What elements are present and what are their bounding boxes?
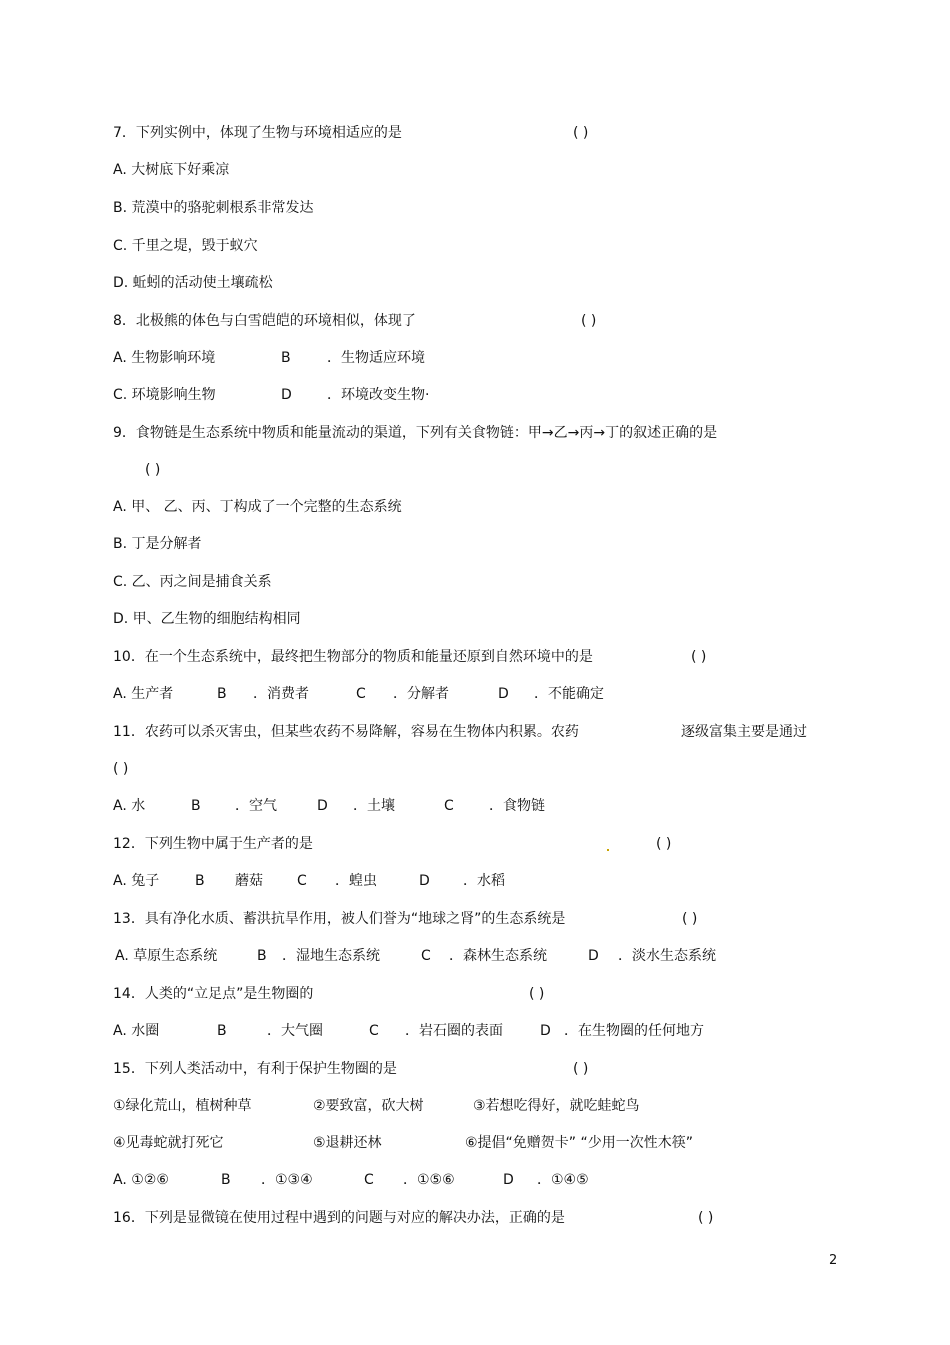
question-14-answer-paren: ( )	[529, 986, 545, 1002]
question-15-option-d-letter: D	[503, 1172, 514, 1188]
question-9-option-c: C. 乙、丙之间是捕食关系	[113, 574, 272, 590]
question-15-option-c-letter: C	[364, 1172, 374, 1188]
question-15-item-4: ④见毒蛇就打死它	[113, 1135, 224, 1151]
question-15-item-1: ①绿化荒山，植树种草	[113, 1098, 252, 1114]
question-11-option-d: ．食物链	[489, 798, 545, 814]
question-13-option-c-letter: C	[421, 948, 431, 964]
question-7-option-d: D. 蚯蚓的活动使土壤疏松	[113, 275, 273, 291]
question-15-item-5: ⑤退耕还林	[313, 1135, 382, 1151]
question-13-option-d-letter: D	[588, 948, 599, 964]
question-8-option-a: A. 生物影响环境	[113, 350, 216, 366]
question-7-stem: 7．下列实例中，体现了生物与环境相适应的是	[113, 125, 402, 141]
question-11-option-b-letter: B	[191, 798, 201, 814]
question-8-stem: 8．北极熊的体色与白雪皑皑的环境相似，体现了	[113, 313, 416, 329]
question-11-stem-continued: 逐级富集主要是通过	[681, 724, 807, 740]
question-13-option-a: A. 草原生态系统	[115, 948, 218, 964]
question-12-option-c-letter: C	[297, 873, 307, 889]
question-12-option-b: 蘑菇	[235, 873, 263, 889]
question-7-option-b: B. 荒漠中的骆驼刺根系非常发达	[113, 200, 314, 216]
question-15-item-2: ②要致富，砍大树	[313, 1098, 424, 1114]
question-8-option-d: ．环境改变生物·	[327, 387, 430, 403]
stray-mark	[607, 849, 609, 851]
question-14-option-c: ．岩石圈的表面	[405, 1023, 503, 1039]
question-11-option-c-letter: D	[317, 798, 328, 814]
question-14-option-a: A. 水圈	[113, 1023, 160, 1039]
question-10-option-b: ．消费者	[253, 686, 309, 702]
question-11-option-d-letter: C	[444, 798, 454, 814]
question-10-option-b-letter: B	[217, 686, 227, 702]
question-10-option-a: A. 生产者	[113, 686, 174, 702]
question-12-option-a: A. 兔子	[113, 873, 160, 889]
question-15-item-3: ③若想吃得好，就吃蛙蛇鸟	[473, 1098, 640, 1114]
question-15-answer-paren: ( )	[573, 1061, 589, 1077]
question-12-stem: 12．下列生物中属于生产者的是	[113, 836, 313, 852]
question-11-option-b: ．空气	[235, 798, 277, 814]
page-number: 2	[829, 1253, 838, 1268]
question-13-answer-paren: ( )	[682, 911, 698, 927]
question-13-option-d: ．淡水生态系统	[618, 948, 716, 964]
question-12-option-d: ．水稻	[463, 873, 505, 889]
question-15-option-b-letter: B	[221, 1172, 231, 1188]
question-9-option-a: A. 甲、 乙、丙、丁构成了一个完整的生态系统	[113, 499, 402, 515]
question-11-answer-paren: ( )	[113, 761, 129, 777]
question-10-stem: 10．在一个生态系统中，最终把生物部分的物质和能量还原到自然环境中的是	[113, 649, 593, 665]
question-10-option-c: ．分解者	[393, 686, 449, 702]
question-14-option-c-letter: C	[369, 1023, 379, 1039]
question-14-option-b: ．大气圈	[267, 1023, 323, 1039]
question-10-option-d: ．不能确定	[534, 686, 604, 702]
question-15-stem: 15．下列人类活动中，有利于保护生物圈的是	[113, 1061, 397, 1077]
question-13-option-b: ．湿地生态系统	[282, 948, 380, 964]
question-8-option-b: ．生物适应环境	[327, 350, 425, 366]
question-10-option-d-letter: D	[498, 686, 509, 702]
question-12-answer-paren: ( )	[656, 836, 672, 852]
question-12-option-b-letter: B	[195, 873, 205, 889]
question-8-answer-paren: ( )	[581, 313, 597, 329]
question-8-option-b-letter: B	[281, 350, 291, 366]
question-9-option-d: D. 甲、乙生物的细胞结构相同	[113, 611, 301, 627]
question-14-option-b-letter: B	[217, 1023, 227, 1039]
question-15-option-d: ．①④⑤	[537, 1172, 589, 1188]
question-13-option-c: ．森林生态系统	[449, 948, 547, 964]
question-9-stem: 9．食物链是生态系统中物质和能量流动的渠道，下列有关食物链：甲→乙→丙→丁的叙述正确的是	[113, 425, 718, 441]
question-12-option-c: ．蝗虫	[335, 873, 377, 889]
question-7-answer-paren: ( )	[573, 125, 589, 141]
question-15-option-b: ．①③④	[261, 1172, 313, 1188]
question-11-stem: 11．农药可以杀灭害虫，但某些农药不易降解，容易在生物体内积累。农药	[113, 724, 579, 740]
question-11-option-a: A. 水	[113, 798, 146, 814]
question-12-option-d-letter: D	[419, 873, 430, 889]
question-16-answer-paren: ( )	[698, 1210, 714, 1226]
question-8-option-c: C. 环境影响生物	[113, 387, 216, 403]
question-16-stem: 16．下列是显微镜在使用过程中遇到的问题与对应的解决办法，正确的是	[113, 1210, 565, 1226]
question-10-option-c-letter: C	[356, 686, 366, 702]
question-15-item-6: ⑥提倡“免赠贺卡” “少用一次性木筷”	[465, 1135, 694, 1151]
question-15-option-c: ．①⑤⑥	[403, 1172, 455, 1188]
question-14-option-d-letter: D	[540, 1023, 551, 1039]
question-14-option-d: ．在生物圈的任何地方	[564, 1023, 704, 1039]
question-11-option-c: ．土壤	[353, 798, 395, 814]
question-13-stem: 13．具有净化水质、蓄洪抗旱作用，被人们誉为“地球之肾”的生态系统是	[113, 911, 566, 927]
question-10-answer-paren: ( )	[691, 649, 707, 665]
question-7-option-a: A. 大树底下好乘凉	[113, 162, 230, 178]
question-13-option-b-letter: B	[257, 948, 267, 964]
question-14-stem: 14．人类的“立足点”是生物圈的	[113, 986, 314, 1002]
question-7-option-c: C. 千里之堤，毁于蚁穴	[113, 238, 258, 254]
question-8-option-d-letter: D	[281, 387, 292, 403]
question-9-option-b: B. 丁是分解者	[113, 536, 202, 552]
question-9-answer-paren: ( )	[145, 462, 161, 478]
question-15-option-a: A. ①②⑥	[113, 1172, 169, 1188]
